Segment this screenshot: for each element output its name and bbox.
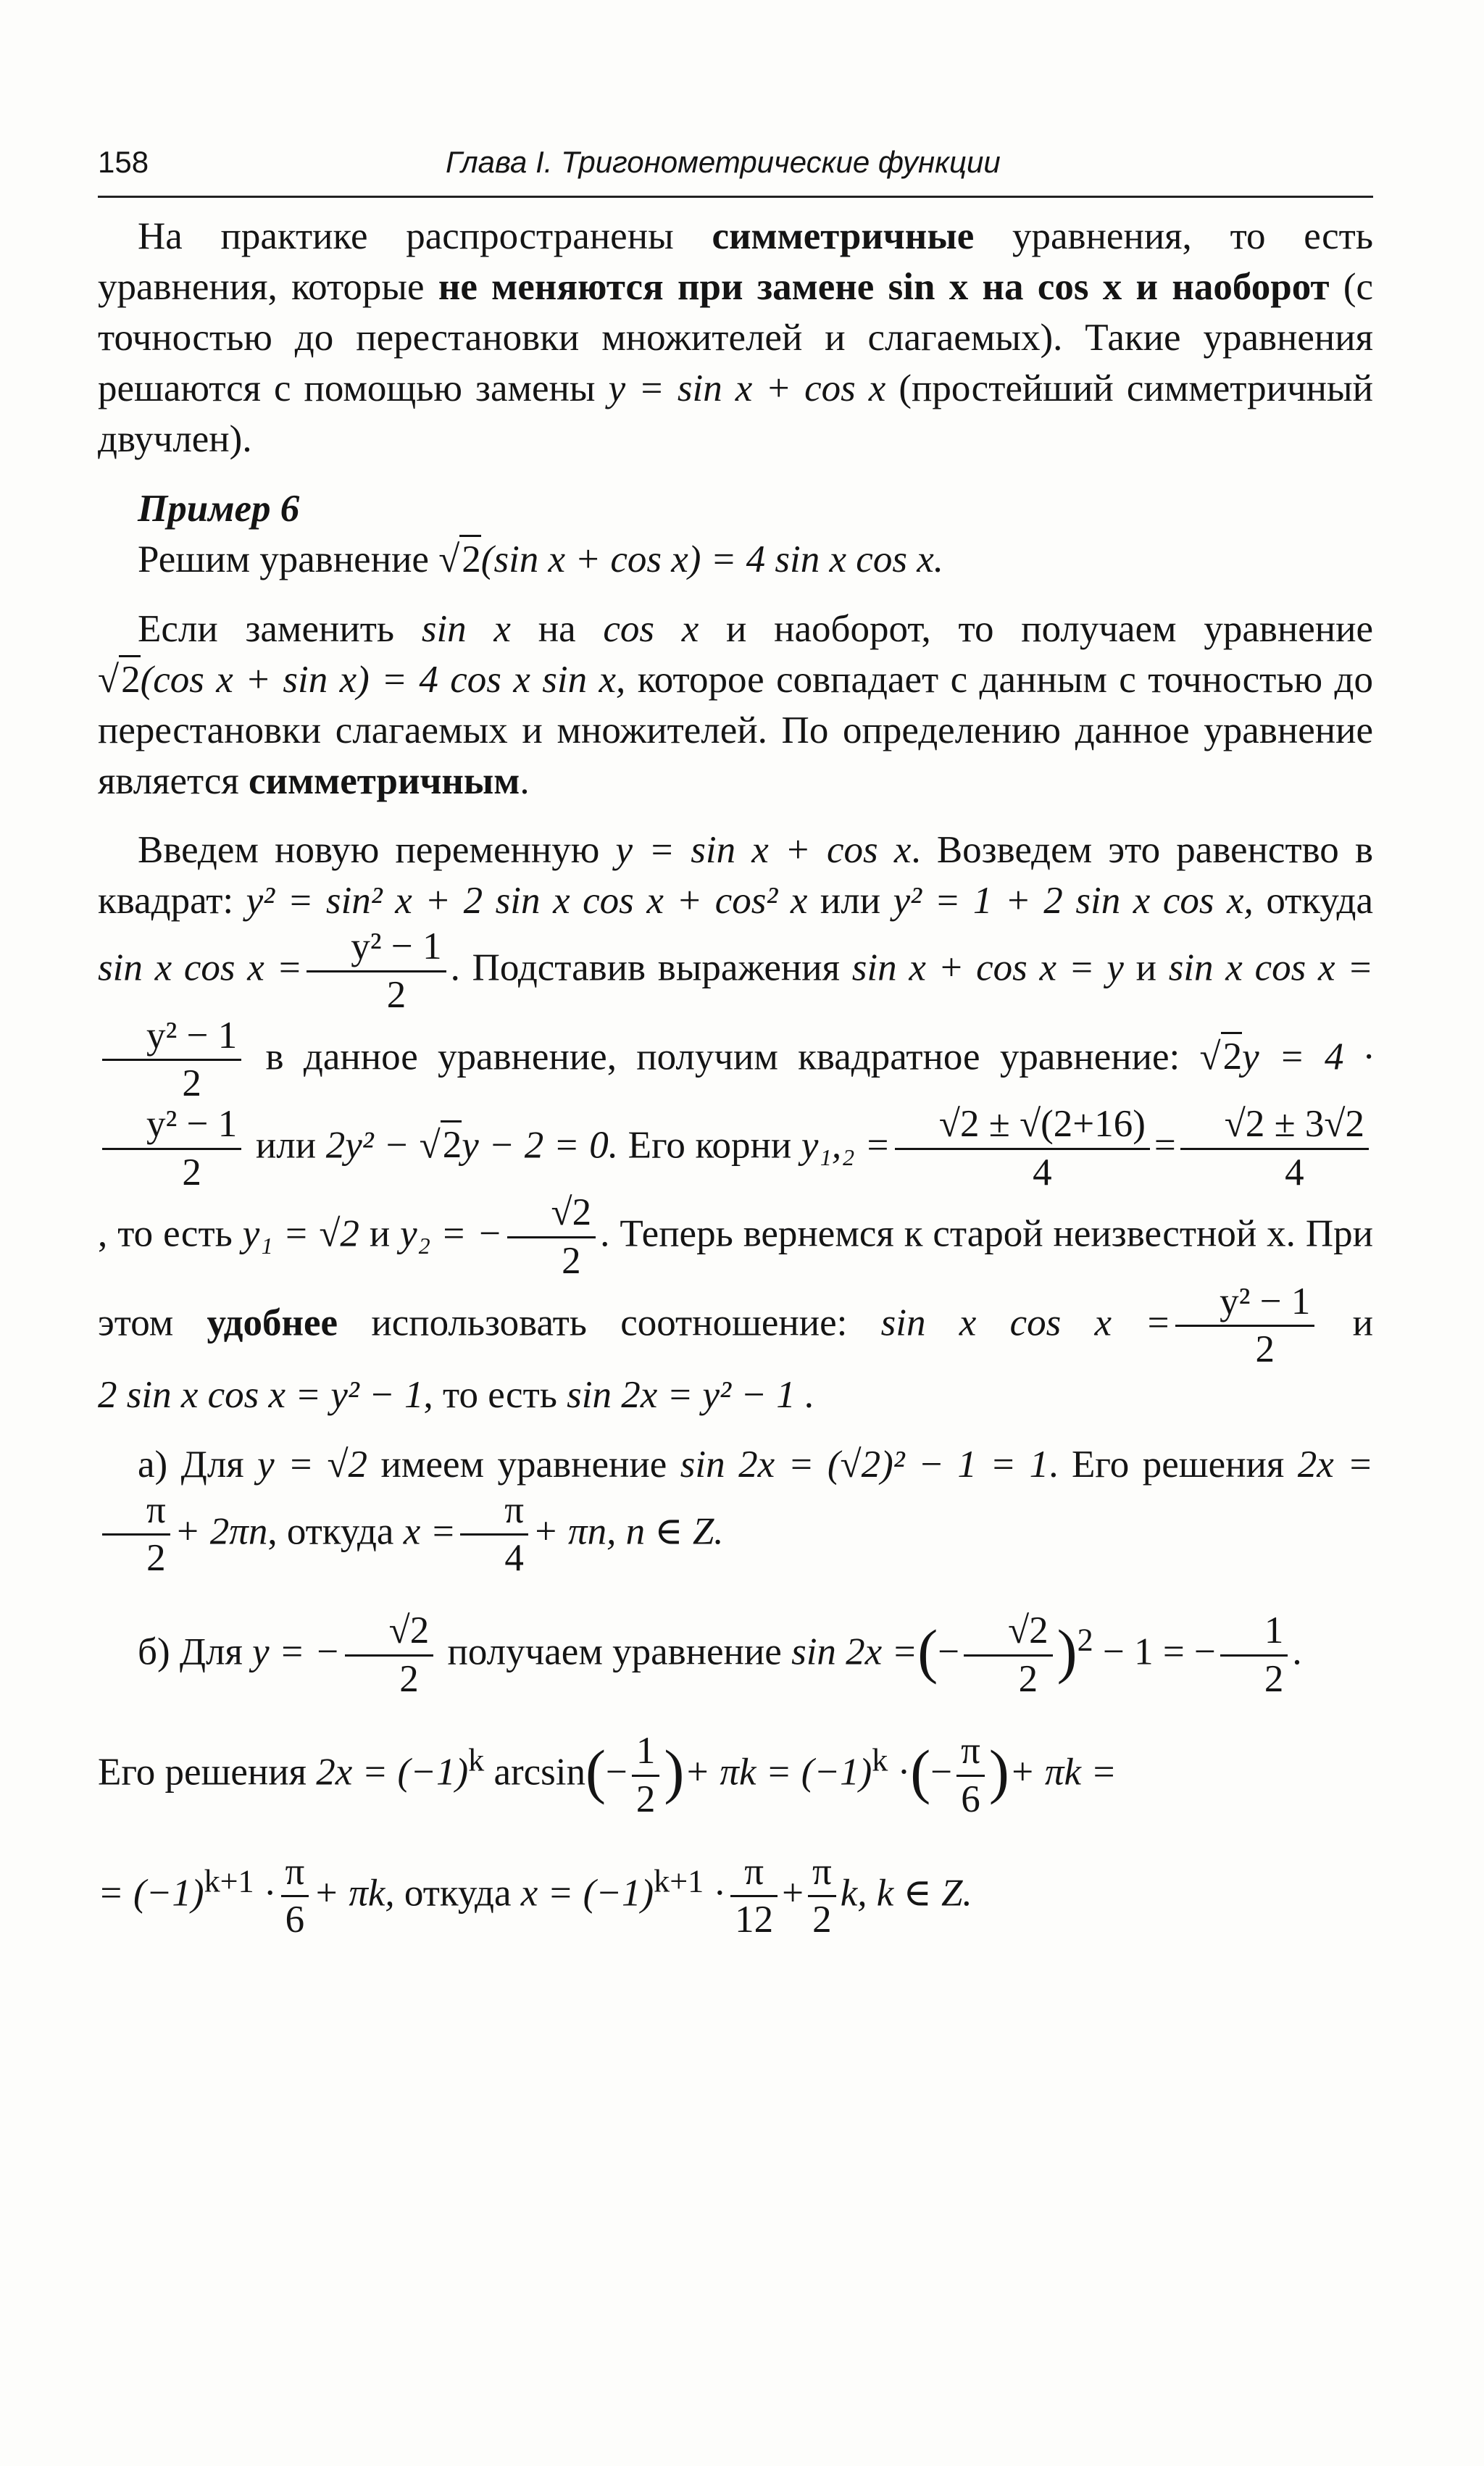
denominator: 2 bbox=[386, 974, 407, 1017]
sqrt-sign: √ bbox=[438, 538, 460, 580]
text: получаем уравнение bbox=[438, 1630, 792, 1673]
formula: y₁ = √2 bbox=[242, 1212, 359, 1255]
right-paren: ) bbox=[988, 1738, 1009, 1806]
text: и наоборот, то получаем уравнение bbox=[699, 607, 1374, 650]
formula-rest: y = 4 · bbox=[1242, 1035, 1373, 1078]
formula bbox=[438, 535, 943, 580]
denominator: 2 bbox=[182, 1151, 201, 1194]
formula: 2x = bbox=[1297, 1443, 1373, 1486]
formula-rest: (sin x + cos x) = 4 sin x cos x. bbox=[480, 538, 943, 580]
text: откуда bbox=[1253, 880, 1373, 922]
fraction bbox=[102, 1488, 170, 1580]
formula: − bbox=[930, 1751, 953, 1794]
numerator: y² − 1 bbox=[307, 927, 446, 972]
fraction bbox=[507, 1193, 596, 1281]
fraction bbox=[1175, 1282, 1314, 1370]
bold-term: удобнее bbox=[207, 1301, 338, 1344]
text: . bbox=[520, 759, 530, 802]
numerator: √2 bbox=[345, 1611, 434, 1657]
text: или bbox=[246, 1124, 326, 1167]
formula: − 1 = − bbox=[1102, 1630, 1216, 1673]
fraction bbox=[632, 1731, 660, 1820]
numerator: π bbox=[281, 1852, 309, 1898]
paragraph-solutions-b bbox=[98, 1731, 1373, 1820]
numerator: π bbox=[102, 1491, 170, 1536]
text: . bbox=[1292, 1630, 1302, 1673]
numerator: y² − 1 bbox=[1175, 1282, 1314, 1328]
text: . Теперь вернемся к старой неизвестной x. При этом bbox=[98, 1212, 1373, 1344]
text: или bbox=[807, 880, 893, 922]
fraction bbox=[307, 927, 446, 1015]
denominator: 2 bbox=[146, 1537, 166, 1580]
text: Решим уравнение bbox=[138, 538, 439, 580]
paragraph-case-a bbox=[98, 1440, 1373, 1579]
formula-part: y − 2 = 0. bbox=[462, 1124, 618, 1167]
exponent: k bbox=[468, 1742, 485, 1778]
formula: sin x cos x = bbox=[98, 946, 303, 989]
denominator: 12 bbox=[735, 1899, 774, 1941]
formula: + πn, n ∈ Z. bbox=[533, 1510, 724, 1552]
formula: = bbox=[1154, 1124, 1176, 1167]
formula-part: 2y² − bbox=[325, 1124, 420, 1167]
numerator: √2 bbox=[964, 1611, 1053, 1657]
chapter-title: Глава I. Тригонометрические функции bbox=[446, 145, 1001, 179]
denominator: 2 bbox=[1264, 1657, 1284, 1700]
fraction bbox=[964, 1611, 1053, 1699]
denominator: 6 bbox=[961, 1778, 980, 1820]
formula: x = (−1) bbox=[520, 1871, 654, 1914]
fraction bbox=[460, 1488, 528, 1580]
denominator: 6 bbox=[285, 1899, 305, 1941]
formula: + πk, bbox=[313, 1871, 395, 1914]
text: использовать соотношение: bbox=[338, 1301, 881, 1344]
formula: · bbox=[704, 1871, 727, 1914]
numerator: √2 bbox=[507, 1193, 596, 1238]
formula: 2x = (−1) bbox=[316, 1751, 469, 1794]
fraction bbox=[281, 1852, 309, 1941]
numerator: π bbox=[460, 1491, 528, 1536]
bold-term: не меняются при замене sin x на cos x и наоборот bbox=[438, 265, 1330, 308]
formula-rest: (cos x + sin x) = 4 cos x sin x, bbox=[140, 658, 626, 701]
formula: arcsin bbox=[484, 1751, 586, 1794]
formula: + bbox=[782, 1871, 804, 1914]
denominator: 2 bbox=[635, 1778, 656, 1820]
text: , откуда bbox=[267, 1510, 404, 1552]
text: Его корни bbox=[617, 1124, 801, 1167]
text: на bbox=[510, 607, 604, 650]
numerator: π bbox=[730, 1852, 778, 1898]
fraction bbox=[345, 1611, 434, 1699]
left-paren: ( bbox=[917, 1617, 938, 1686]
text: Введем новую переменную bbox=[138, 829, 616, 872]
numerator: 1 bbox=[1220, 1611, 1288, 1657]
sqrt-sign: √ bbox=[1199, 1035, 1221, 1078]
formula: = (−1) bbox=[98, 1871, 204, 1914]
denominator: 2 bbox=[1255, 1328, 1275, 1371]
formula: + πk = bbox=[1009, 1751, 1117, 1794]
formula: · bbox=[888, 1751, 911, 1794]
page-body bbox=[98, 212, 1373, 1941]
paragraph-equation bbox=[98, 535, 1373, 586]
formula: sin x + cos x = y bbox=[851, 946, 1124, 989]
right-paren: ) bbox=[664, 1738, 685, 1806]
paragraph-substitution bbox=[98, 825, 1373, 1420]
denominator: 4 bbox=[1285, 1151, 1304, 1194]
formula: − bbox=[606, 1751, 628, 1794]
text: откуда bbox=[394, 1871, 521, 1914]
numerator: √2 ± √(2+16) bbox=[895, 1104, 1150, 1150]
exponent: 2 bbox=[1077, 1622, 1093, 1658]
text: , то есть bbox=[423, 1373, 567, 1416]
numerator: π bbox=[956, 1731, 985, 1777]
formula: sin 2x = bbox=[791, 1630, 918, 1673]
radicand: 2 bbox=[441, 1120, 462, 1166]
text: и bbox=[1319, 1301, 1373, 1344]
paragraph-case-b bbox=[98, 1611, 1373, 1699]
denominator: 2 bbox=[182, 1062, 201, 1105]
formula: y² = sin² x + 2 sin x cos x + cos² x bbox=[246, 880, 808, 922]
formula: · bbox=[254, 1871, 277, 1914]
denominator: 2 bbox=[1018, 1657, 1038, 1700]
denominator: 2 bbox=[812, 1899, 832, 1941]
fraction bbox=[895, 1104, 1150, 1193]
formula: x = bbox=[403, 1510, 457, 1552]
bold-term: симметричным bbox=[249, 759, 520, 802]
text: . Его решения bbox=[1049, 1443, 1298, 1486]
formula bbox=[98, 655, 625, 701]
exponent: k+1 bbox=[204, 1863, 254, 1899]
formula: y² = 1 + 2 sin x cos x, bbox=[893, 880, 1254, 922]
left-paren: ( bbox=[910, 1738, 931, 1806]
text: в данное уравнение, получим квадратное уравнение: bbox=[246, 1035, 1200, 1078]
text: (простейший симметричный двучлен). bbox=[98, 367, 1373, 460]
formula: sin x cos x = bbox=[1168, 946, 1373, 989]
page-number: 158 bbox=[98, 145, 149, 179]
formula: sin x cos x = bbox=[880, 1301, 1172, 1344]
formula: sin 2x = (√2)² − 1 = 1 bbox=[680, 1443, 1049, 1486]
fraction bbox=[1180, 1104, 1369, 1193]
numerator: y² − 1 bbox=[102, 1104, 241, 1150]
formula: y = sin x + cos x bbox=[608, 367, 886, 409]
running-header bbox=[98, 145, 1373, 196]
header-rule bbox=[98, 196, 1373, 198]
text: которое совпадает с данным с точностью до перестановки слагаемых и множителей. По определению данное уравнение является bbox=[98, 658, 1373, 802]
formula: sin x bbox=[421, 607, 511, 650]
left-paren: ( bbox=[585, 1738, 606, 1806]
fraction bbox=[730, 1852, 778, 1941]
formula: + 2πn bbox=[174, 1510, 268, 1552]
formula: y = sin x + cos x bbox=[615, 829, 912, 872]
formula: k, k ∈ Z. bbox=[840, 1871, 972, 1914]
text: На практике распространены bbox=[138, 215, 712, 257]
numerator: π bbox=[808, 1852, 836, 1898]
text: Его решения bbox=[98, 1751, 317, 1794]
denominator: 2 bbox=[399, 1657, 419, 1700]
fraction bbox=[808, 1852, 836, 1941]
radicand: 2 bbox=[119, 655, 141, 701]
bold-term: симметричные bbox=[712, 215, 975, 257]
formula: y₂ = − bbox=[400, 1212, 503, 1255]
example-title: Пример 6 bbox=[138, 487, 300, 530]
fraction bbox=[1220, 1611, 1288, 1699]
text: , то есть bbox=[98, 1212, 243, 1255]
formula: + πk = (−1) bbox=[684, 1751, 872, 1794]
denominator: 2 bbox=[562, 1239, 581, 1282]
sqrt-sign: √ bbox=[98, 658, 120, 701]
text: . Возведем это равенство в квадрат: bbox=[98, 829, 1373, 922]
formula bbox=[326, 1120, 618, 1166]
fraction bbox=[102, 1104, 241, 1193]
exponent: k+1 bbox=[654, 1863, 704, 1899]
numerator: y² − 1 bbox=[102, 1016, 241, 1062]
formula: sin 2x = y² − 1 . bbox=[567, 1373, 815, 1416]
text: и bbox=[359, 1212, 401, 1255]
paragraph-swap bbox=[98, 604, 1373, 807]
text: (с точностью до перестановки множителей и слагаемых). Такие уравнения решаются с помощью замены bbox=[98, 265, 1373, 409]
fraction bbox=[956, 1731, 985, 1820]
exponent: k bbox=[872, 1742, 888, 1778]
numerator: 1 bbox=[632, 1731, 660, 1777]
sqrt-sign: √ bbox=[419, 1124, 441, 1167]
text: имеем уравнение bbox=[367, 1443, 680, 1486]
paragraph-final-answer bbox=[98, 1852, 1373, 1941]
text: и bbox=[1123, 946, 1169, 989]
text: . Подставив выражения bbox=[450, 946, 852, 989]
formula bbox=[1200, 1032, 1373, 1078]
text: Если заменить bbox=[138, 607, 422, 650]
formula: y₁,₂ = bbox=[801, 1124, 891, 1167]
formula: y = √2 bbox=[257, 1443, 368, 1486]
formula: y = − bbox=[252, 1630, 341, 1673]
right-paren: ) bbox=[1056, 1617, 1077, 1686]
fraction bbox=[102, 1016, 241, 1104]
formula: cos x bbox=[603, 607, 699, 650]
text: уравнения, то есть уравнения, которые bbox=[98, 215, 1373, 308]
text: а) Для bbox=[138, 1443, 258, 1486]
denominator: 4 bbox=[504, 1537, 524, 1580]
denominator: 4 bbox=[1033, 1151, 1052, 1194]
paragraph-symmetric-intro bbox=[98, 212, 1373, 465]
text: б) Для bbox=[138, 1630, 253, 1673]
numerator: √2 ± 3√2 bbox=[1180, 1104, 1369, 1150]
radicand: 2 bbox=[459, 535, 481, 580]
formula: − bbox=[938, 1630, 960, 1673]
formula: 2 sin x cos x = y² − 1 bbox=[98, 1373, 424, 1416]
radicand: 2 bbox=[1221, 1032, 1243, 1078]
